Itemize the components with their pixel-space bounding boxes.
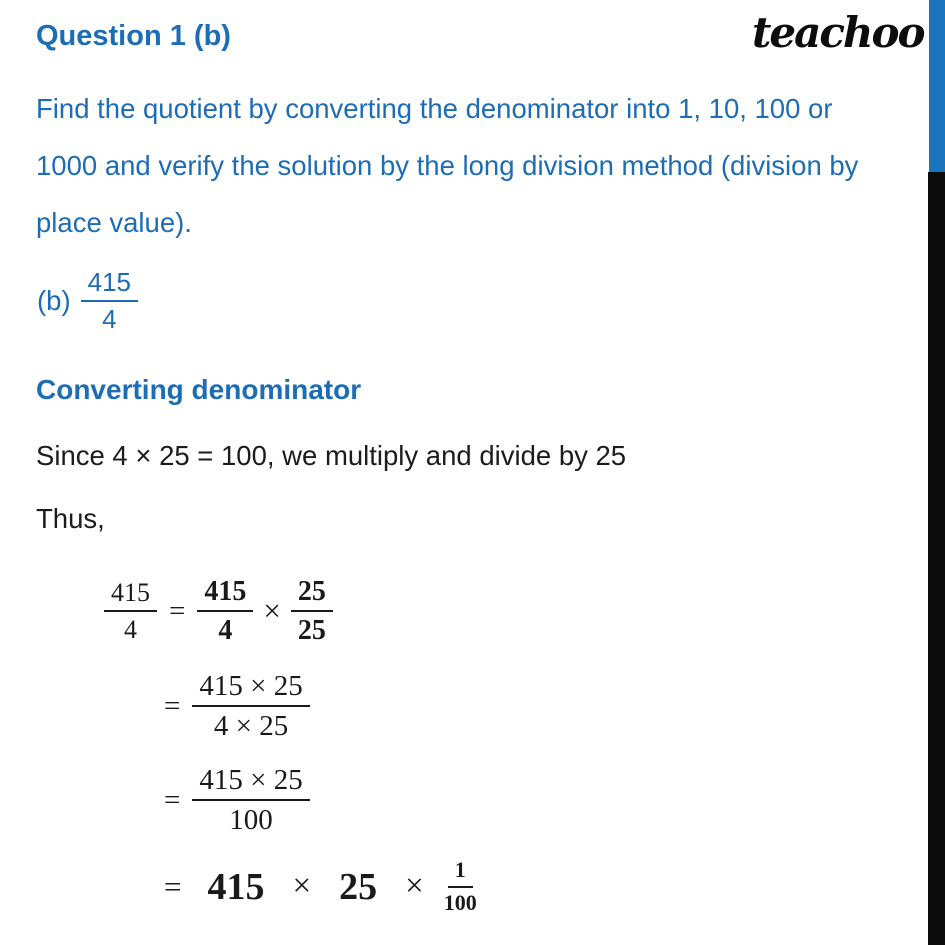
equation-1-lhs-fraction [104, 578, 157, 644]
fraction-numerator: 415 × 25 [192, 670, 309, 707]
fraction-numerator: 415 [197, 576, 253, 612]
teachoo-logo: teachoo [752, 8, 924, 57]
right-rail-blue-segment [929, 0, 945, 172]
equation-4 [152, 858, 477, 915]
equation-1-rhs-fraction-2 [291, 576, 333, 647]
fraction-numerator: 415 [104, 578, 157, 612]
equation-1 [104, 576, 333, 647]
equals-sign: = [169, 594, 186, 627]
fraction-denominator: 4 × 25 [213, 710, 289, 743]
explanation-line: Since 4 × 25 = 100, we multiply and divide by 25 [36, 440, 627, 471]
question-text [36, 80, 858, 251]
fraction-numerator: 415 [81, 268, 138, 302]
section-heading: Converting denominator [36, 374, 362, 405]
question-text-line-3: place value). [36, 207, 192, 238]
equation-3-fraction [192, 764, 309, 837]
equation-4-fraction [444, 858, 477, 915]
fraction-denominator: 100 [229, 804, 273, 837]
multiplication-sign: × [405, 868, 424, 905]
right-rail-black-segment [928, 172, 945, 945]
equation-4-term-1: 415 [207, 865, 265, 908]
equation-2-fraction [192, 670, 309, 743]
multiplication-sign: × [292, 868, 312, 905]
equation-2 [152, 670, 310, 743]
equals-sign: = [164, 783, 181, 816]
fraction-denominator: 100 [443, 889, 477, 915]
fraction-numerator: 1 [448, 858, 473, 888]
question-text-line-2: 1000 and verify the solution by the long division method (division by [36, 150, 859, 181]
fraction-denominator: 4 [102, 304, 117, 335]
multiplication-sign: × [263, 593, 281, 629]
part-b-label: (b) [37, 285, 71, 317]
fraction-denominator: 25 [297, 615, 326, 647]
question-text-line-1: Find the quotient by converting the denominator into 1, 10, 100 or [36, 93, 833, 124]
equals-sign: = [164, 689, 181, 722]
part-b-fraction [81, 268, 138, 334]
equation-1-rhs-fraction-1 [197, 576, 253, 647]
fraction-denominator: 4 [124, 615, 137, 645]
question-title: Question 1 (b) [36, 20, 231, 52]
fraction-denominator: 4 [218, 615, 233, 647]
thus-label: Thus, [36, 503, 105, 534]
fraction-numerator: 415 × 25 [192, 764, 309, 801]
equation-4-term-2: 25 [339, 865, 378, 908]
part-b-expression [37, 268, 138, 334]
equation-3 [152, 764, 310, 837]
equals-sign: = [164, 868, 182, 904]
fraction-numerator: 25 [291, 576, 333, 612]
